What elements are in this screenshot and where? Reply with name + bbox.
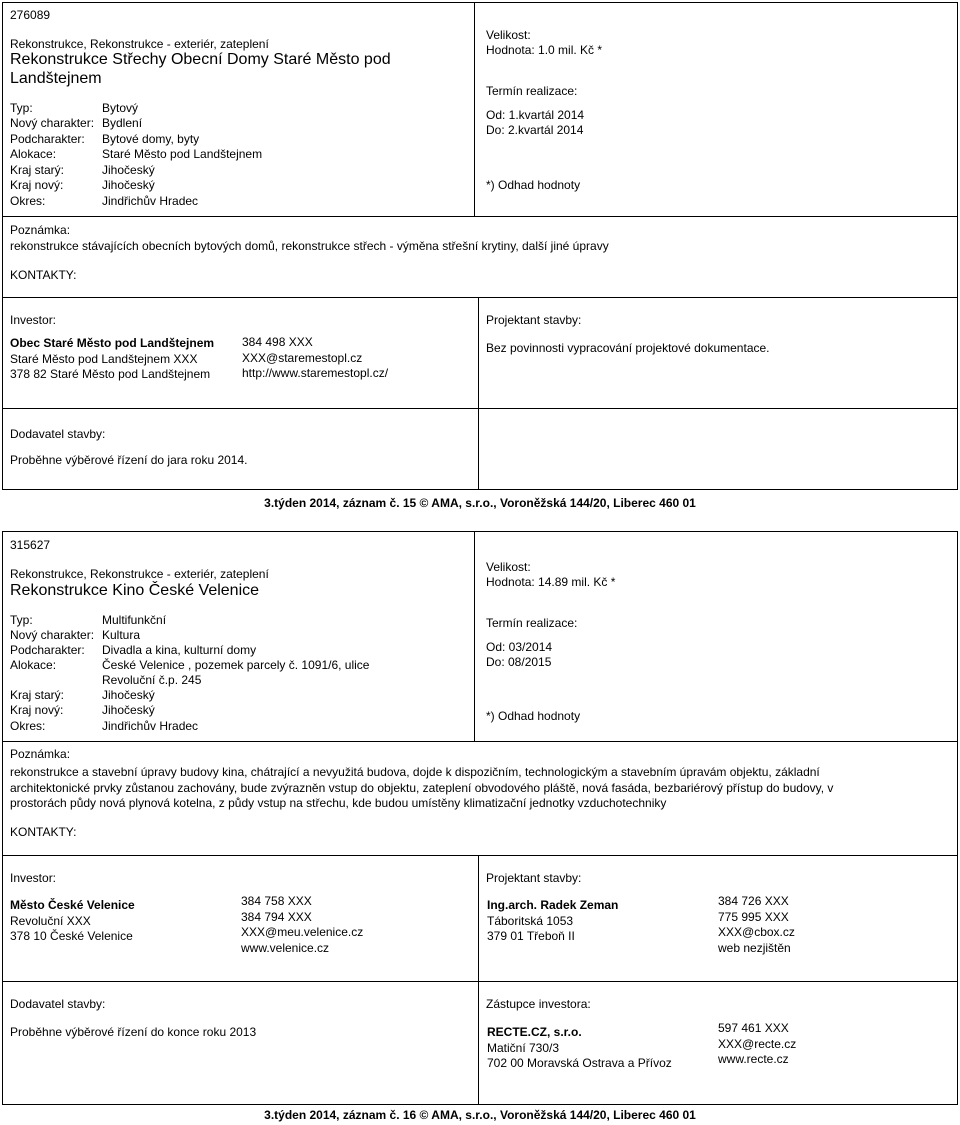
investor-label: Investor: [10,313,57,327]
record-category: Rekonstrukce, Rekonstrukce - exteriér, zateplení [10,567,269,581]
investor-email[interactable]: XXX@staremestopl.cz [242,350,363,365]
record-id: 276089 [10,8,51,22]
investor-phone: 384 498 XXX [242,335,313,349]
field-district [10,194,198,209]
estimate-note: *) Odhad hodnoty [486,178,581,192]
record-title-cont: Landštejnem [10,70,102,87]
divider [2,216,958,217]
field-label: Typ: [10,101,33,115]
representative-web[interactable]: www.recte.cz [718,1052,789,1066]
term-label: Termín realizace: [486,616,578,630]
field-old-region [10,688,155,703]
field-value: Revoluční č.p. 245 [102,673,202,687]
field-character [10,628,140,643]
field-value: Jihočeský [102,178,155,192]
record-footer: 3.týden 2014, záznam č. 15 © AMA, s.r.o., Voroněžská 144/20, Liberec 460 01 [264,496,696,510]
field-label: Nový charakter: [10,628,95,642]
representative-phone: 597 461 XXX [718,1021,789,1035]
field-character [10,116,142,131]
representative-contacts [718,1021,796,1068]
field-label: Kraj starý: [10,688,65,702]
field-label: Okres: [10,719,46,733]
investor-street: Revoluční XXX [10,913,91,928]
note-text [10,765,950,812]
field-type [10,613,166,628]
field-label: Kraj nový: [10,703,64,717]
field-value: Jihočeský [102,703,155,717]
field-label: Kraj nový: [10,178,64,192]
designer-contacts [718,894,795,956]
term-from: Od: 1.kvartál 2014 [486,108,585,122]
record-category: Rekonstrukce, Rekonstrukce - exteriér, zateplení [10,37,269,51]
investor-address [10,336,214,383]
contacts-heading: KONTAKTY: [10,268,77,282]
designer-label: Projektant stavby: [486,313,582,327]
investor-address [10,898,135,945]
representative-street: Matiční 730/3 [487,1040,560,1055]
record-footer: 3.týden 2014, záznam č. 16 © AMA, s.r.o., Voroněžská 144/20, Liberec 460 01 [264,1108,696,1122]
field-label: Nový charakter: [10,116,95,130]
field-label: Podcharakter: [10,132,85,146]
designer-email[interactable]: XXX@cbox.cz [718,925,795,939]
investor-web[interactable]: www.velenice.cz [241,940,330,955]
field-value: Bytové domy, byty [102,132,200,146]
designer-street: Táboritská 1053 [487,913,574,928]
record-title: Rekonstrukce Střechy Obecní Domy Staré Město pod [10,51,391,68]
size-label: Velikost: [486,28,531,42]
field-value: Jihočeský [102,163,155,177]
representative-label: Zástupce investora: [486,997,591,1011]
designer-label: Projektant stavby: [486,871,582,885]
divider [2,741,958,742]
designer-city: 379 01 Třeboň II [487,929,575,943]
investor-contacts [242,335,388,382]
field-subcharacter [10,132,199,147]
field-value: Jindřichův Hradec [102,719,199,733]
term-label: Termín realizace: [486,84,578,98]
field-label: Kraj starý: [10,163,65,177]
field-new-region [10,703,155,718]
field-value: Bytový [102,101,139,115]
representative-email[interactable]: XXX@recte.cz [718,1036,797,1051]
note-label: Poznámka: [10,223,71,237]
field-value: Divadla a kina, kulturní domy [102,643,257,657]
note-line: rekonstrukce a stavební úpravy budovy kina, chátrající a nevyužitá budova, dojde k dispozičním, technologickým a stavebním úpravám objektu, základní [10,765,820,779]
term-to: Do: 2.kvartál 2014 [486,123,584,137]
field-value: Multifunkční [102,613,167,627]
representative-name: RECTE.CZ, s.r.o. [487,1025,582,1039]
record-id: 315627 [10,538,51,552]
investor-name: Město České Velenice [10,898,135,912]
note-line: prostorách půdy nová plynová kotelna, z půdy vstup na střechu, kde budou umístěny klimatizační jednotky vzduchotechniky [10,796,667,810]
investor-label: Investor: [10,871,57,885]
investor-street: Staré Město pod Landštejnem XXX [10,351,198,366]
field-district [10,719,198,734]
field-subcharacter [10,643,256,658]
field-value: Jindřichův Hradec [102,194,199,208]
field-value: České Velenice , pozemek parcely č. 1091/6, ulice [102,658,370,672]
field-value: Kultura [102,628,141,642]
investor-web[interactable]: http://www.staremestopl.cz/ [242,366,389,380]
term-from: Od: 03/2014 [486,640,553,654]
designer-phone: 775 995 XXX [718,909,789,924]
investor-email[interactable]: XXX@meu.velenice.cz [241,925,364,939]
estimate-note: *) Odhad hodnoty [486,709,581,723]
investor-contacts [241,894,363,956]
note-label: Poznámka: [10,747,71,761]
investor-city: 378 10 České Velenice [10,929,133,943]
field-location-cont [10,673,201,688]
field-new-region [10,178,155,193]
note-line: architektonické prvky zůstanou zachovány, bude zvýrazněn vstup do objektu, zateplení obvodového pláště, nová fasáda, bezbariérový přístup do budovy, v [10,780,834,795]
field-location [10,147,262,162]
investor-phone: 384 794 XXX [241,909,312,924]
term-to: Do: 08/2015 [486,655,552,669]
contacts-heading: KONTAKTY: [10,825,77,839]
representative-address [487,1025,672,1072]
representative-city: 702 00 Moravská Ostrava a Přívoz [487,1056,672,1070]
investor-city: 378 82 Staré Město pod Landštejnem [10,367,211,381]
investor-name: Obec Staré Město pod Landštejnem [10,336,215,350]
divider [474,531,475,741]
designer-name: Ing.arch. Radek Zeman [487,898,619,912]
designer-phone: 384 726 XXX [718,894,789,908]
size-value: Hodnota: 14.89 mil. Kč * [486,575,616,589]
designer-address [487,898,618,945]
divider [474,2,475,216]
field-value: Staré Město pod Landštejnem [102,147,263,161]
field-value: Jihočeský [102,688,155,702]
field-label: Alokace: [10,658,57,672]
designer-text: Bez povinnosti vypracování projektové dokumentace. [486,341,770,355]
field-type [10,101,138,116]
field-label: Typ: [10,613,33,627]
size-value: Hodnota: 1.0 mil. Kč * [486,43,603,57]
supplier-text: Proběhne výběrové řízení do konce roku 2013 [10,1025,257,1039]
note-text: rekonstrukce stávajících obecních bytových domů, rekonstrukce střech - výměna střešní krytiny, další jiné úpravy [10,239,609,253]
investor-phone: 384 758 XXX [241,894,312,908]
field-label: Okres: [10,194,46,208]
size-label: Velikost: [486,560,531,574]
field-value: Bydlení [102,116,143,130]
field-label: Podcharakter: [10,643,85,657]
supplier-box [2,408,479,490]
field-old-region [10,163,155,178]
supplier-label: Dodavatel stavby: [10,997,106,1011]
field-label: Alokace: [10,147,57,161]
field-location [10,658,369,673]
designer-web: web nezjištěn [718,940,791,955]
supplier-text: Proběhne výběrové řízení do jara roku 2014. [10,453,248,467]
record-title: Rekonstrukce Kino České Velenice [10,582,260,599]
supplier-label: Dodavatel stavby: [10,427,106,441]
